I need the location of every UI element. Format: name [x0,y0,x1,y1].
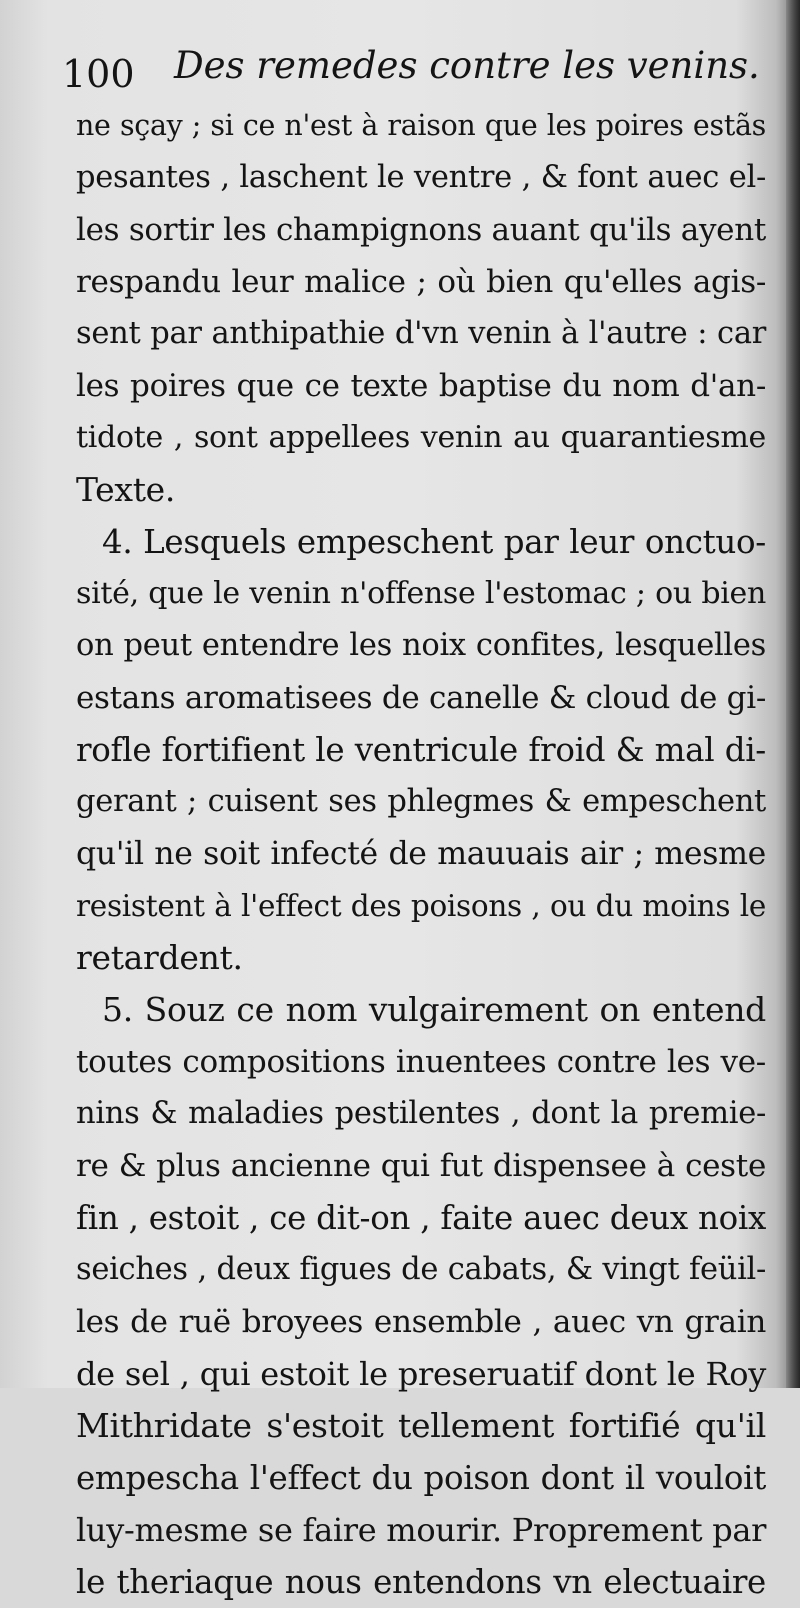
text-line: respandu leur malice ; où bien qu'elles agis- [76,264,766,300]
text-line: empescha l'effect du poison dont il vouloit [76,1459,766,1497]
text-line: tidote , sont appellees venin au quarantiesme [76,420,766,455]
text-line: rofle fortifient le ventricule froid & mal di- [76,731,766,769]
text-line: de sel , qui estoit le preseruatif dont le Roy [76,1355,766,1393]
text-line: sité, que le venin n'offense l'estomac ; ou bien [76,576,766,611]
text-line: re & plus ancienne qui fut dispensee à ceste [76,1148,766,1184]
paragraph-start-line: 4. Lesquels empeschent par leur onctuo- [102,523,766,561]
text-line: Mithridate s'estoit tellement fortifié qu'il [76,1406,766,1445]
text-line: les poires que ce texte baptise du nom d'an- [76,368,766,404]
text-line: Texte. [76,470,176,509]
page-header [62,38,762,98]
text-line: gerant ; cuisent ses phlegmes & empeschent [76,784,766,819]
text-line: qu'il ne soit infecté de mauuais air ; mesme [76,836,766,872]
text-line: luy-mesme se faire mourir. Proprement par [76,1511,767,1549]
text-line: resistent à l'effect des poisons , ou du moins le [76,889,766,923]
text-line: nins & maladies pestilentes , dont la premie- [76,1096,766,1131]
body-text [76,100,766,1608]
text-line: retardent. [76,938,243,977]
text-line: les de ruë broyees ensemble , auec vn grain [76,1304,766,1340]
text-line: toutes compositions inuentees contre les ve- [76,1044,766,1080]
text-line: estans aromatisees de canelle & cloud de gi- [76,680,766,716]
text-line: le theriaque nous entendons vn electuaire [76,1563,766,1601]
page-number: 100 [62,52,135,96]
text-line: ne sçay ; si ce n'est à raison que les poires estãs [76,109,766,142]
page-gutter-shadow [786,0,800,1388]
text-line: seiches , deux figues de cabats, & vingt feüil- [76,1252,766,1287]
text-line: sent par anthipathie d'vn venin à l'autre : car [76,316,766,351]
text-line: les sortir les champignons auant qu'ils ayent [76,212,767,248]
text-line: pesantes , laschent le ventre , & font auec el- [76,160,766,195]
paragraph-start-line: 5. Souz ce nom vulgairement on entend [102,990,766,1029]
text-line: on peut entendre les noix confites, lesquelles [76,628,766,663]
running-title: Des remedes contre les venins. [174,44,760,87]
text-line: fin , estoit , ce dit-on , faite auec deux noix [76,1199,766,1237]
